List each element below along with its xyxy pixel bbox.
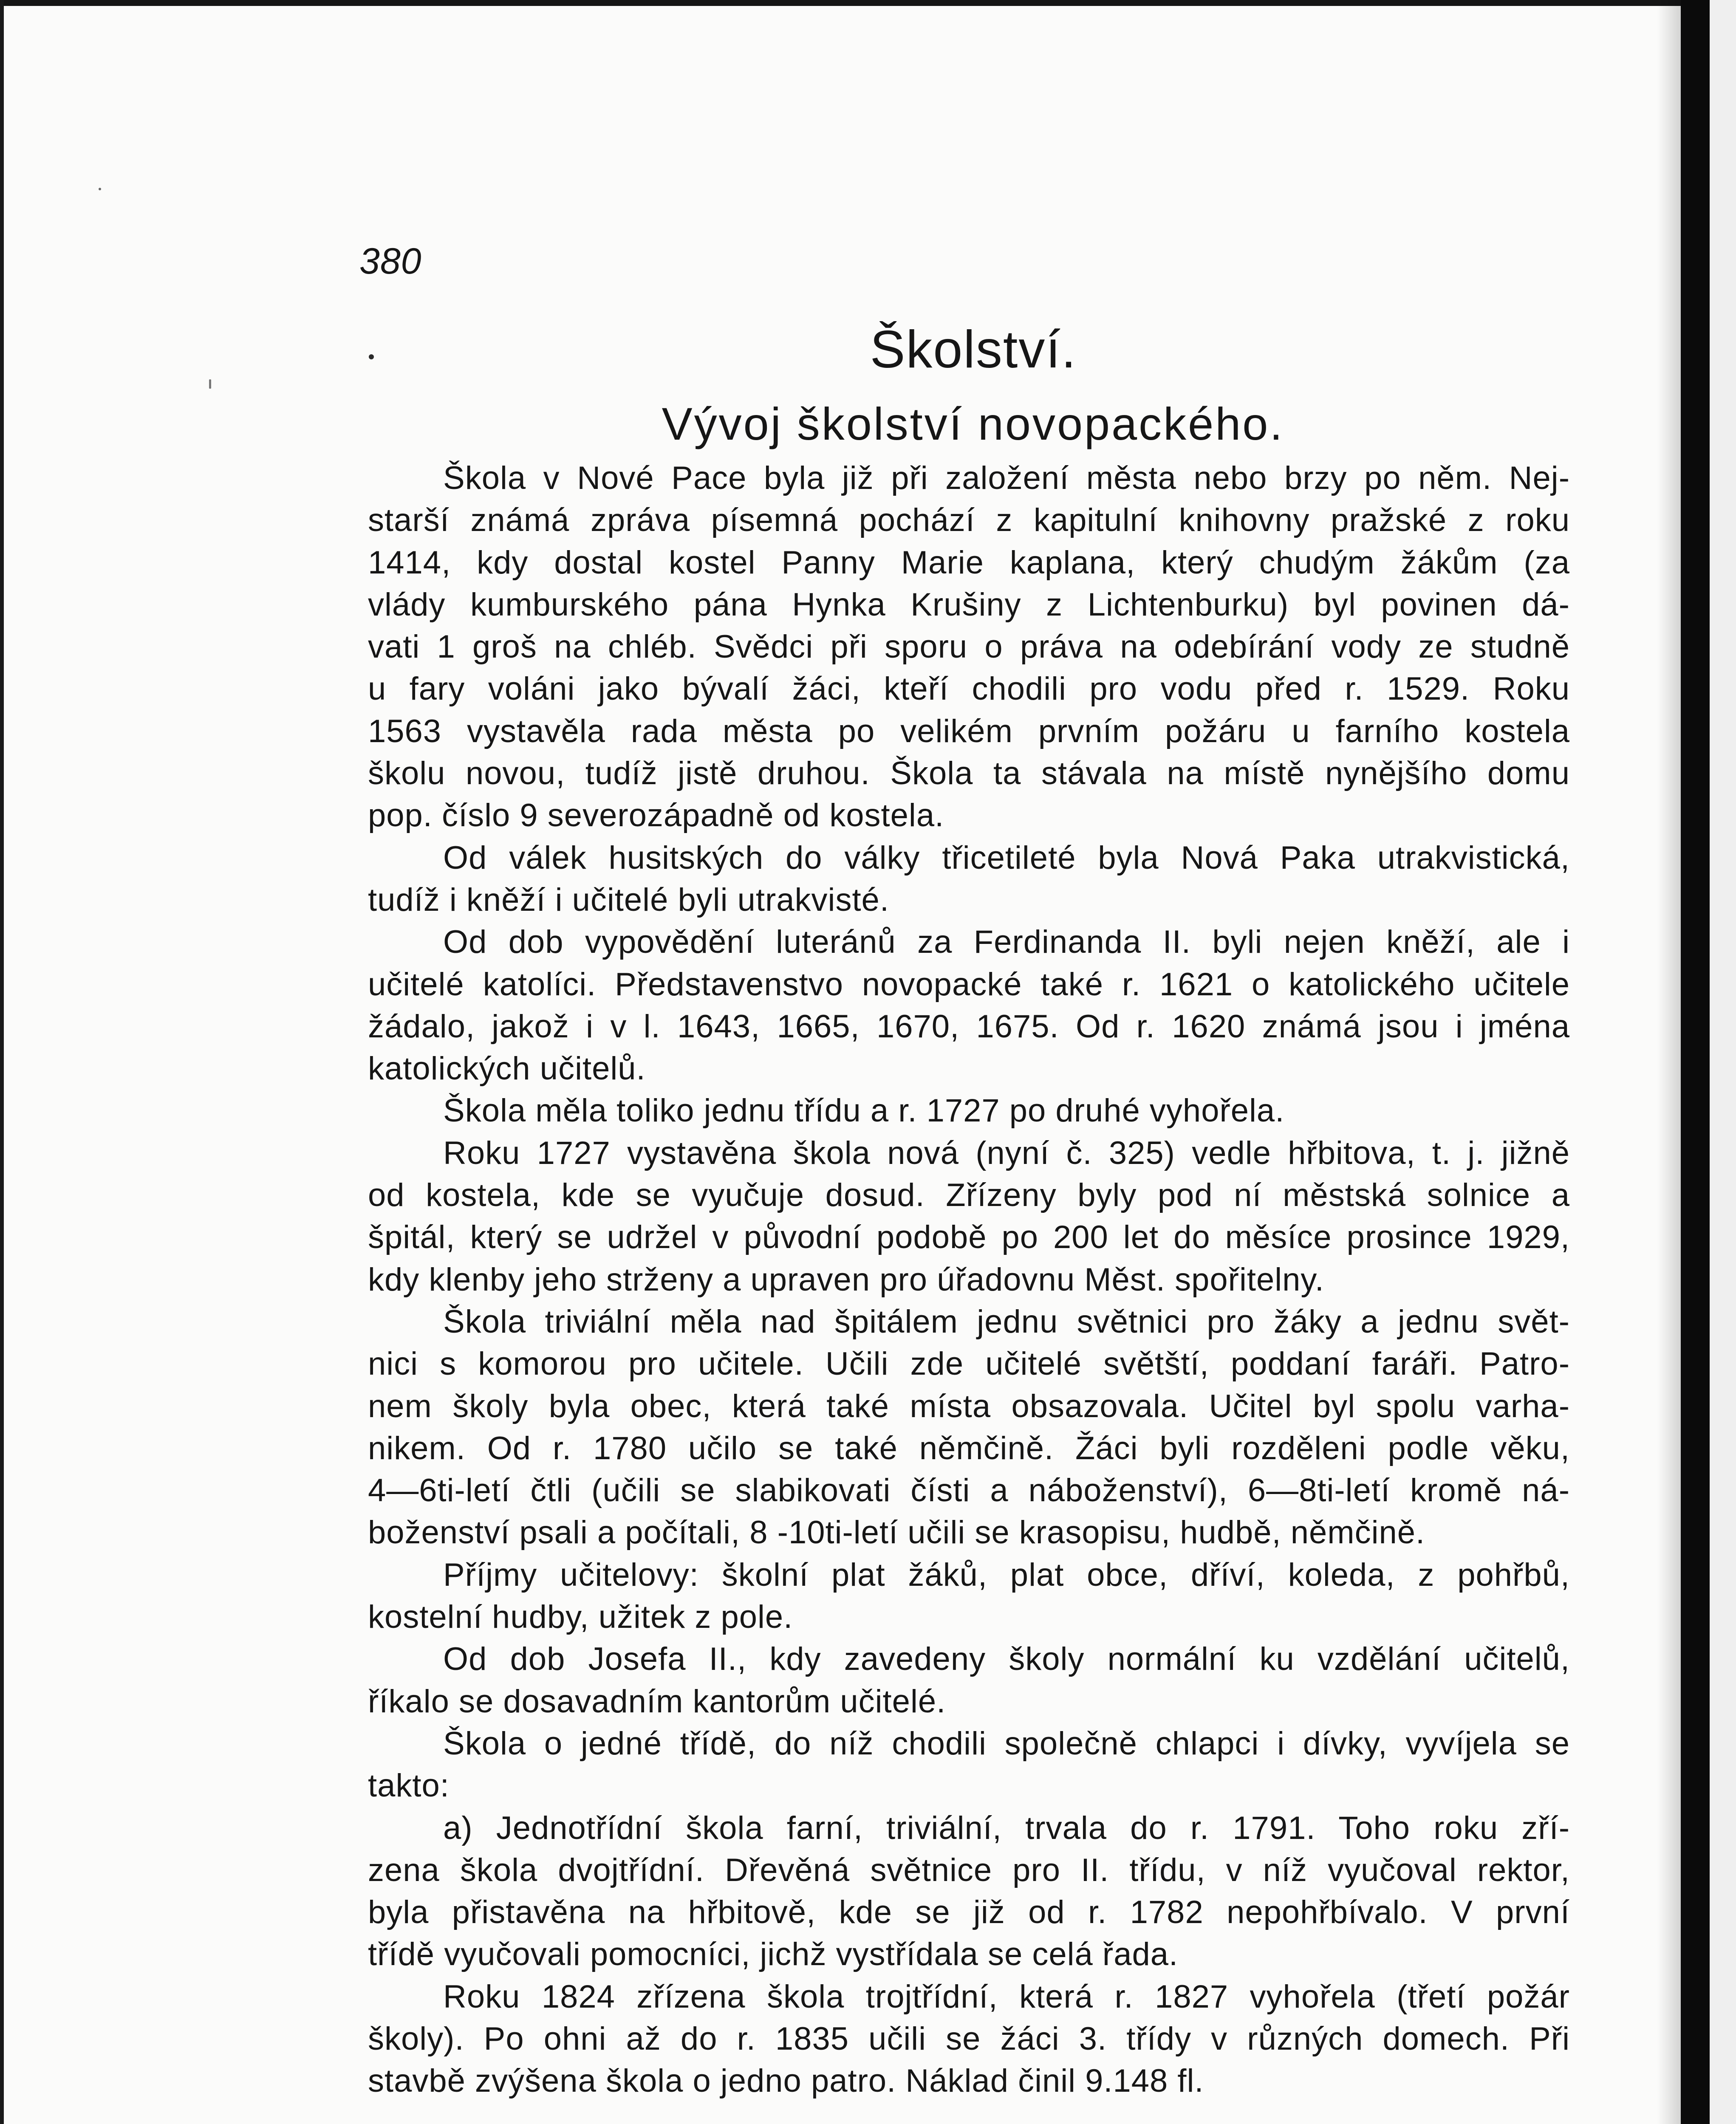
text-line: vati 1 groš na chléb. Svědci při sporu o práva na odebírání vody ze studně	[368, 629, 1570, 665]
paragraph	[368, 457, 1570, 837]
text-line: kdy klenby jeho strženy a upraven pro úřadovnu Měst. spořitelny.	[368, 1261, 1324, 1298]
paragraph	[368, 1976, 1570, 2102]
text-line: školu novou, tudíž jistě druhou. Škola ta stávala na místě nynějšího domu	[368, 755, 1570, 792]
text-line: Škola měla toliko jednu třídu a r. 1727 po druhé vyhořela.	[443, 1093, 1285, 1129]
text-line: boženství psali a počítali, 8 -10ti-letí učili se krasopisu, hudbě, němčině.	[368, 1514, 1425, 1551]
text-line: byla přistavěna na hřbitově, kde se již od r. 1782 nepohřbívalo. V první	[368, 1894, 1570, 1931]
scan-speck	[209, 379, 211, 389]
text-line: Škola o jedné třídě, do níž chodili společně chlapci i dívky, vyvíjela se	[443, 1725, 1570, 1762]
scan-frame-left	[0, 0, 4, 2124]
chapter-title: Školství.	[870, 320, 1077, 379]
page-number: 380	[359, 241, 422, 282]
paragraph	[368, 1301, 1570, 1554]
text-line: tudíž i kněží i učitelé byli utrakvisté.	[368, 881, 889, 918]
paragraph	[368, 1090, 1570, 1132]
text-line: Od dob Josefa II., kdy zavedeny školy normální ku vzdělání učitelů,	[443, 1641, 1570, 1678]
paragraph	[368, 1638, 1570, 1723]
text-line: nem školy byla obec, která také místa obsazovala. Učitel byl spolu varha-	[368, 1388, 1570, 1424]
text-line: Roku 1727 vystavěna škola nová (nyní č. 325) vedle hřbitova, t. j. jižně	[443, 1135, 1570, 1171]
text-line: vlády kumburského pána Hynka Krušiny z Lichtenburku) byl povinen dá-	[368, 586, 1570, 623]
text-line: třídě vyučovali pomocníci, jichž vystřídala se celá řada.	[368, 1936, 1179, 1973]
text-line: pop. číslo 9 severozápadně od kostela.	[368, 797, 944, 834]
paragraph	[368, 1554, 1570, 1638]
text-line: Roku 1824 zřízena škola trojtřídní, která r. 1827 vyhořela (třetí požár	[443, 1978, 1570, 2015]
page-gutter-shadow	[1657, 0, 1681, 2124]
paragraph	[368, 921, 1570, 1090]
scan-frame-right	[1681, 0, 1710, 2124]
paragraph	[368, 1723, 1570, 1807]
text-line: Od dob vypovědění luteránů za Ferdinanda II. byli nejen kněží, ale i	[443, 924, 1570, 960]
text-line: od kostela, kde se vyučuje dosud. Zřízeny byly pod ní městská solnice a	[368, 1177, 1570, 1214]
text-line: Příjmy učitelovy: školní plat žáků, plat obce, dříví, koleda, z pohřbů,	[443, 1556, 1570, 1593]
text-line: školy). Po ohni až do r. 1835 učili se žáci 3. třídy v různých domech. Při	[368, 2020, 1570, 2057]
text-line: žádalo, jakož i v l. 1643, 1665, 1670, 1675. Od r. 1620 známá jsou i jména	[368, 1008, 1570, 1045]
text-line: Škola v Nové Pace byla již při založení města nebo brzy po něm. Nej-	[443, 460, 1570, 496]
text-line: stavbě zvýšena škola o jedno patro. Náklad činil 9.148 fl.	[368, 2063, 1204, 2099]
text-line: starší známá zpráva písemná pochází z kapitulní knihovny pražské z roku	[368, 502, 1570, 539]
text-line: učitelé katolíci. Představenstvo novopacké také r. 1621 o katolického učitele	[368, 966, 1570, 1003]
text-line: 1563 vystavěla rada města po velikém prvním požáru u farního kostela	[368, 713, 1570, 749]
text-line: říkalo se dosavadním kantorům učitelé.	[368, 1683, 946, 1720]
text-line: a) Jednotřídní škola farní, triviální, trvala do r. 1791. Toho roku zří-	[443, 1810, 1570, 1846]
scan-frame-top	[0, 0, 1681, 6]
body-text	[368, 457, 1570, 2102]
text-line: zena škola dvojtřídní. Dřevěná světnice pro II. třídu, v níž vyučoval rektor,	[368, 1852, 1570, 1888]
paragraph	[368, 1132, 1570, 1301]
text-line: u fary voláni jako bývalí žáci, kteří chodili pro vodu před r. 1529. Roku	[368, 671, 1570, 707]
section-subtitle: Vývoj školství novopackého.	[662, 398, 1284, 449]
text-line: 1414, kdy dostal kostel Panny Marie kaplana, který chudým žákům (za	[368, 544, 1570, 581]
text-line: kostelní hudby, užitek z pole.	[368, 1599, 793, 1635]
paragraph	[368, 1807, 1570, 1976]
text-line: nikem. Od r. 1780 učilo se také němčině. Žáci byli rozděleni podle věku,	[368, 1430, 1570, 1466]
paragraph	[368, 837, 1570, 921]
text-line: Škola triviální měla nad špitálem jednu světnici pro žáky a jednu svět-	[443, 1303, 1570, 1340]
text-line: špitál, který se udržel v původní podobě po 200 let do měsíce prosince 1929,	[368, 1219, 1570, 1256]
scan-speck	[369, 354, 374, 359]
scan-speck	[99, 188, 101, 190]
text-line: 4—6ti-letí čtli (učili se slabikovati čísti a náboženství), 6—8ti-letí kromě ná-	[368, 1472, 1570, 1509]
scan-edge-right	[1710, 0, 1736, 2124]
text-line: Od válek husitských do války třicetileté byla Nová Paka utrakvistická,	[443, 839, 1570, 876]
text-line: katolických učitelů.	[368, 1051, 646, 1087]
text-line: nici s komorou pro učitele. Učili zde učitelé světští, poddaní faráři. Patro-	[368, 1346, 1570, 1382]
text-line: takto:	[368, 1768, 450, 1804]
